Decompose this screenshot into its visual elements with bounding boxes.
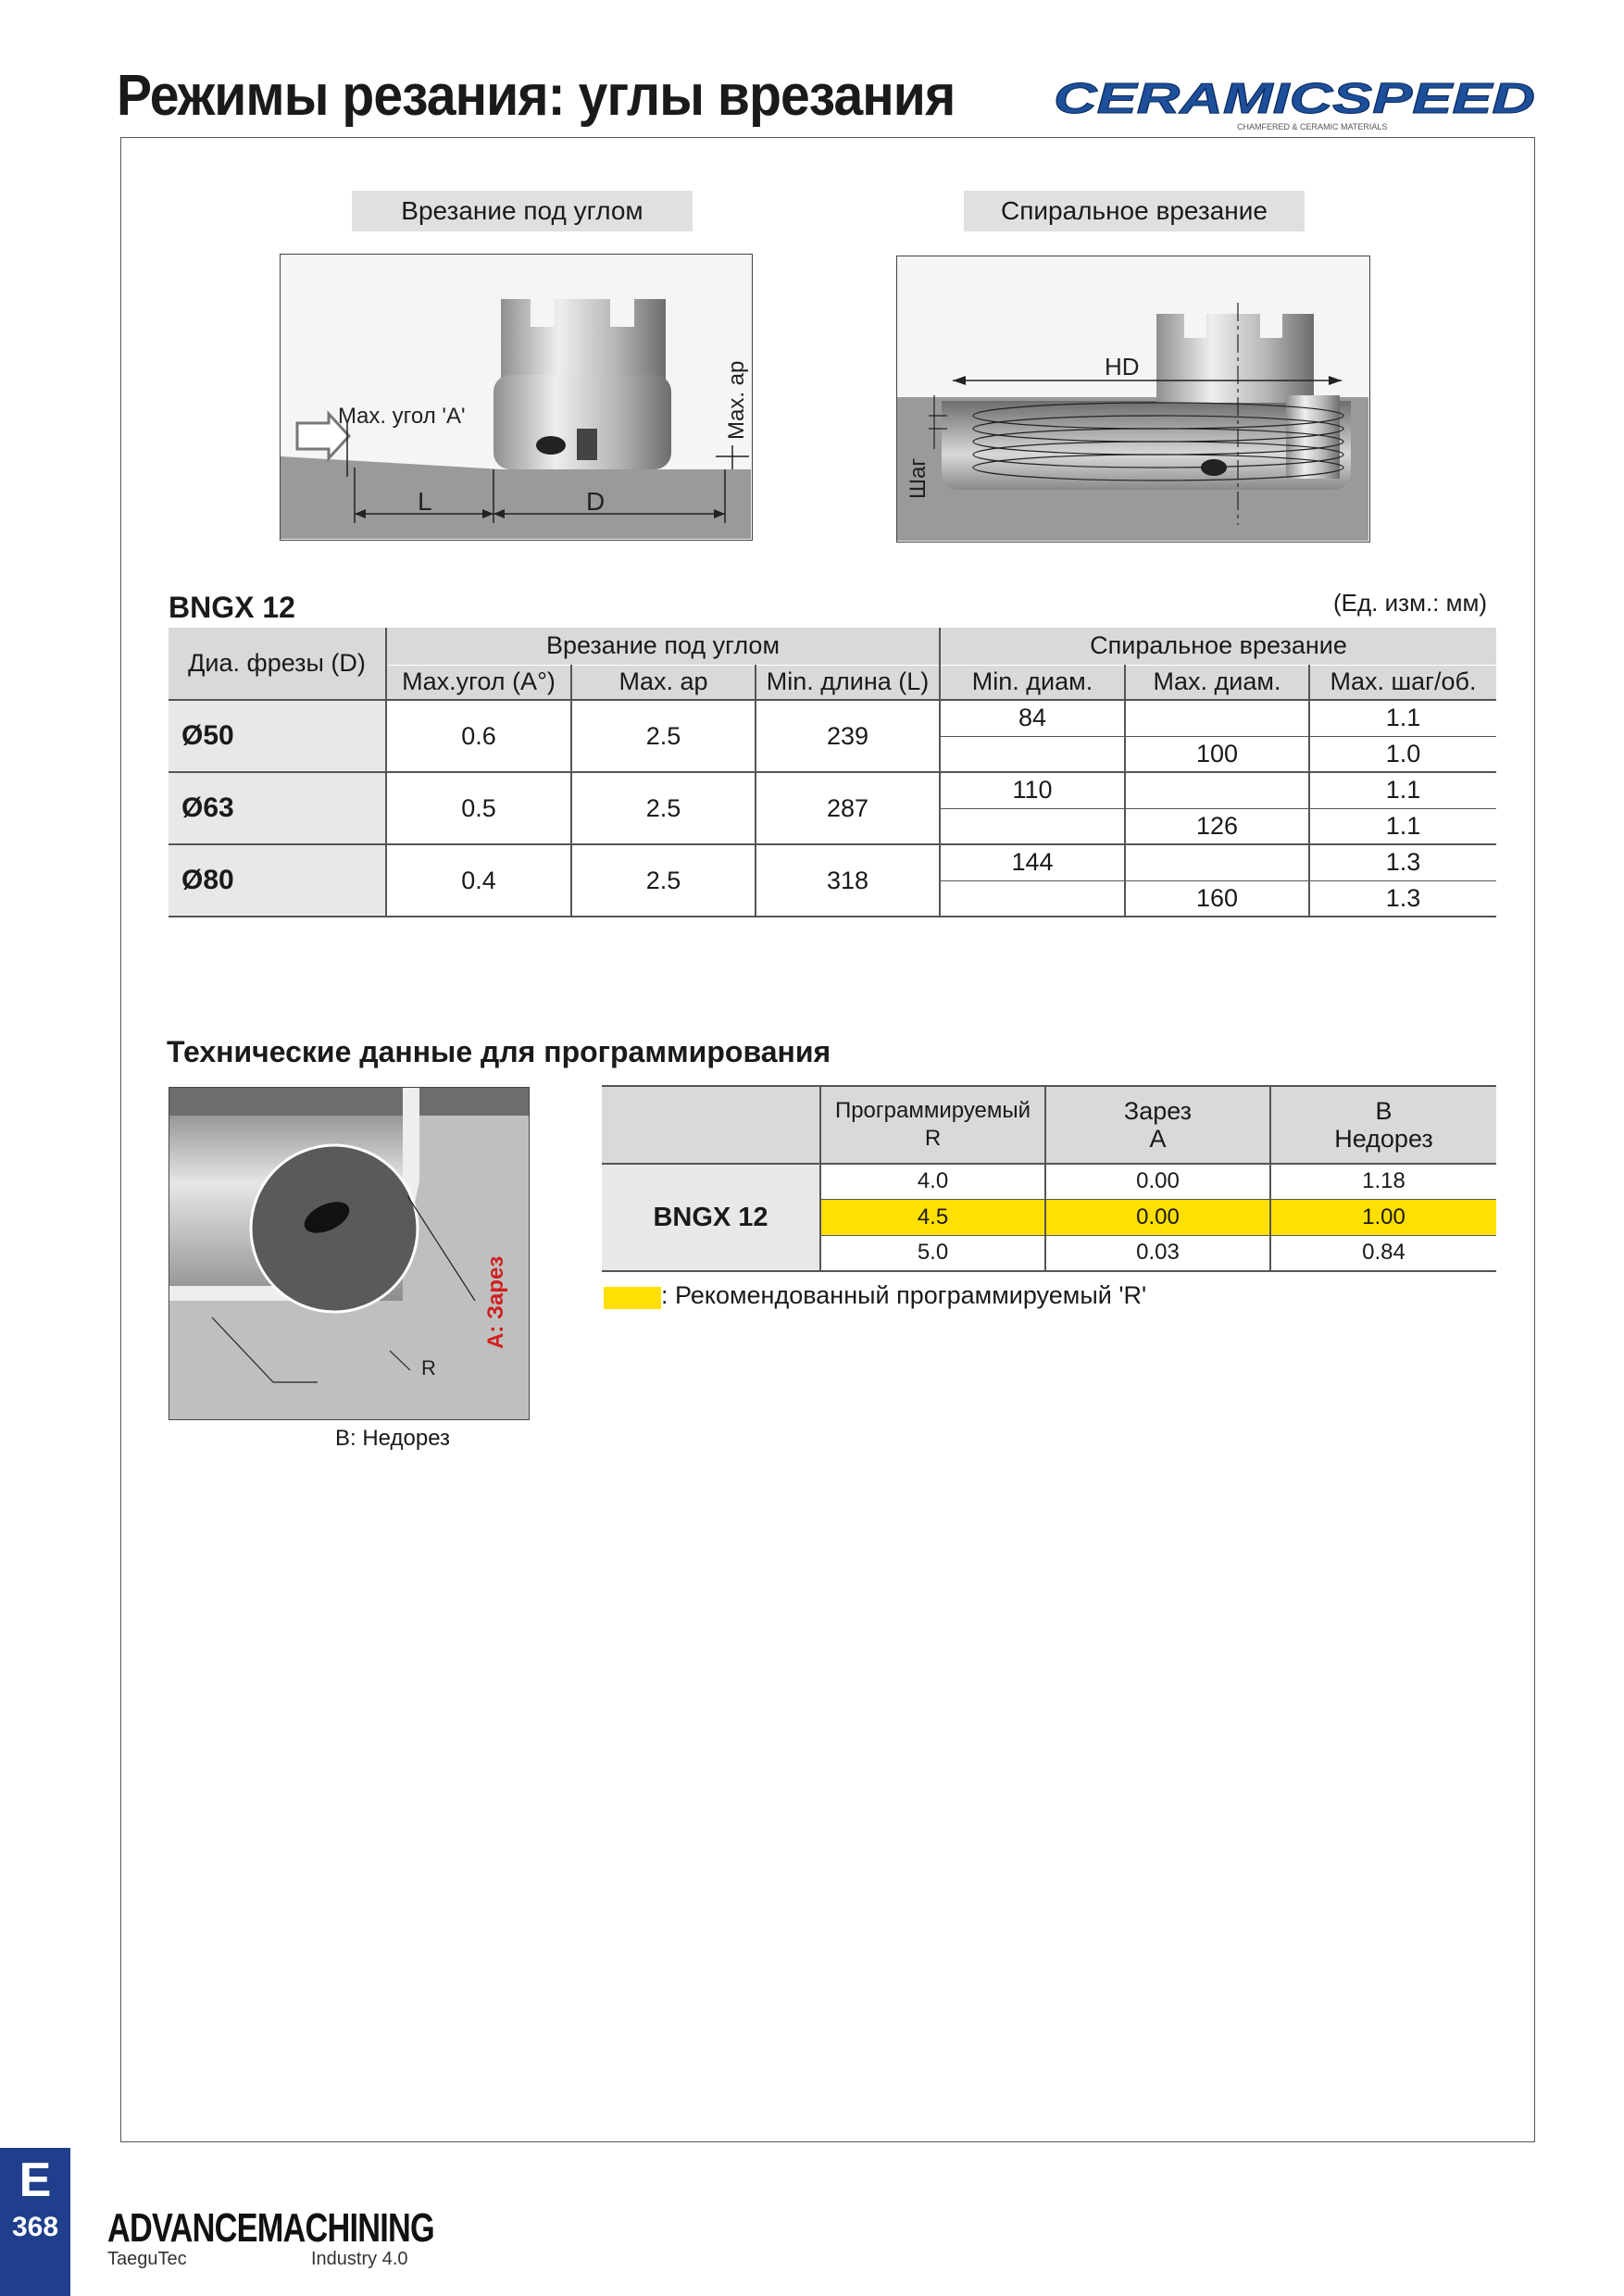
col-B-line1: B: [1375, 1097, 1393, 1125]
col-B-line2: Недорез: [1334, 1125, 1433, 1153]
cell-B: 1.00: [1270, 1199, 1496, 1235]
helical-label: Спиральное врезание: [964, 191, 1305, 231]
max-ap-label: Max. ap: [724, 360, 749, 440]
cell-pitch: 1.3: [1309, 844, 1496, 880]
advance-machining-logo: [107, 2205, 527, 2271]
cell-pitch: 1.0: [1309, 736, 1496, 772]
cell-R: 4.5: [820, 1199, 1045, 1235]
group-helical: Спиральное врезание: [940, 628, 1496, 665]
col-R-line1: Программируемый: [834, 1098, 1031, 1123]
cell-A: 0.00: [1045, 1199, 1270, 1235]
helical-diagram: [896, 256, 1370, 543]
col-A: [1045, 1086, 1270, 1164]
col-angle: Max.угол (A°): [386, 665, 571, 700]
col-ap: Max. ap: [571, 665, 756, 700]
max-angle-label: Max. угол 'A': [338, 404, 466, 429]
cell-mindia: 110: [940, 772, 1125, 808]
notch-A-label: A: Зарез: [483, 1255, 508, 1349]
cell-maxdia: 100: [1125, 736, 1309, 772]
cell-maxdia: 126: [1125, 808, 1309, 844]
logo-tagline: CHAMFERED & CERAMIC MATERIALS: [1237, 122, 1388, 131]
cell-minL: 287: [756, 772, 940, 844]
programming-table: [602, 1085, 1496, 1272]
cell-ap: 2.5: [571, 772, 756, 844]
legend-text: : Рекомендованный программируемый 'R': [661, 1281, 1147, 1309]
ceramicspeed-logo: [1052, 72, 1552, 137]
group-ramping: Врезание под углом: [386, 628, 940, 665]
cell-angle: 0.5: [386, 772, 571, 844]
brand-right: Industry 4.0: [311, 2249, 408, 2269]
cell-mindia: 144: [940, 844, 1125, 880]
col-R-line2: R: [924, 1126, 942, 1151]
cell-minL: 239: [756, 700, 940, 772]
table-row: [169, 844, 1496, 880]
cell-maxdia: [1125, 772, 1309, 808]
hd-label: HD: [1105, 353, 1140, 381]
diameter-D-label: D: [586, 487, 606, 516]
unit-label: (Ед. изм.: мм): [1333, 589, 1488, 617]
cell-pitch: 1.1: [1309, 700, 1496, 736]
col-A-line2: A: [1149, 1125, 1167, 1153]
header-blank: [602, 1086, 820, 1164]
cell-A: 0.03: [1045, 1235, 1270, 1271]
insert-name: BNGX 12: [602, 1164, 820, 1271]
pitch-label: Шаг: [906, 457, 931, 499]
cell-B: 1.18: [1270, 1164, 1496, 1199]
section-tab: [0, 2148, 70, 2296]
cell-maxdia: 160: [1125, 880, 1309, 917]
col-pitch: Max. шаг/об.: [1309, 665, 1496, 700]
cell-R: 4.0: [820, 1164, 1045, 1199]
col-B: [1270, 1086, 1496, 1164]
cell-pitch: 1.3: [1309, 880, 1496, 917]
cell-maxdia: [1125, 700, 1309, 736]
ramping-diagram: [280, 254, 753, 541]
cell-mindia: [940, 736, 1125, 772]
row-dia: Ø50: [169, 700, 386, 772]
brand-wordmark: ADVANCEMACHINING: [107, 2205, 434, 2251]
page-number: 368: [11, 2212, 59, 2242]
legend-swatch: [604, 1287, 661, 1309]
programming-title: Технические данные для программирования: [167, 1035, 831, 1068]
cell-pitch: 1.1: [1309, 808, 1496, 844]
cell-R: 5.0: [820, 1235, 1045, 1271]
cell-mindia: [940, 880, 1125, 917]
row-dia: Ø80: [169, 844, 386, 917]
col-minL: Min. длина (L): [756, 665, 940, 700]
cell-pitch: 1.1: [1309, 772, 1496, 808]
cutting-table: [169, 628, 1496, 917]
row-dia: Ø63: [169, 772, 386, 844]
cell-maxdia: [1125, 844, 1309, 880]
col-mindia: Min. диам.: [940, 665, 1125, 700]
col-dia: Диа. фрезы (D): [169, 628, 386, 700]
undercut-B-label: B: Недорез: [335, 1426, 451, 1451]
cell-ap: 2.5: [571, 844, 756, 917]
table1-name: BNGX 12: [169, 591, 295, 624]
logo-wordmark: CERAMICSPEED: [1054, 74, 1535, 122]
length-L-label: L: [418, 487, 432, 516]
brand-left: TaeguTec: [107, 2249, 187, 2269]
ramping-label: Врезание под углом: [352, 191, 693, 231]
page-title: Режимы резания: углы врезания: [117, 64, 956, 128]
col-R: [820, 1086, 1045, 1164]
table-row: [169, 700, 1496, 736]
programming-diagram: [169, 1087, 530, 1420]
table-row: [602, 1164, 1496, 1199]
cell-B: 0.84: [1270, 1235, 1496, 1271]
col-maxdia: Max. диам.: [1125, 665, 1309, 700]
section-letter: E: [19, 2153, 52, 2207]
cell-angle: 0.6: [386, 700, 571, 772]
cell-angle: 0.4: [386, 844, 571, 917]
col-A-line1: Зарез: [1123, 1097, 1193, 1125]
cell-minL: 318: [756, 844, 940, 917]
cell-mindia: 84: [940, 700, 1125, 736]
radius-R-label: R: [421, 1356, 436, 1379]
cell-mindia: [940, 808, 1125, 844]
table-row: [169, 772, 1496, 808]
cell-ap: 2.5: [571, 700, 756, 772]
cell-A: 0.00: [1045, 1164, 1270, 1199]
